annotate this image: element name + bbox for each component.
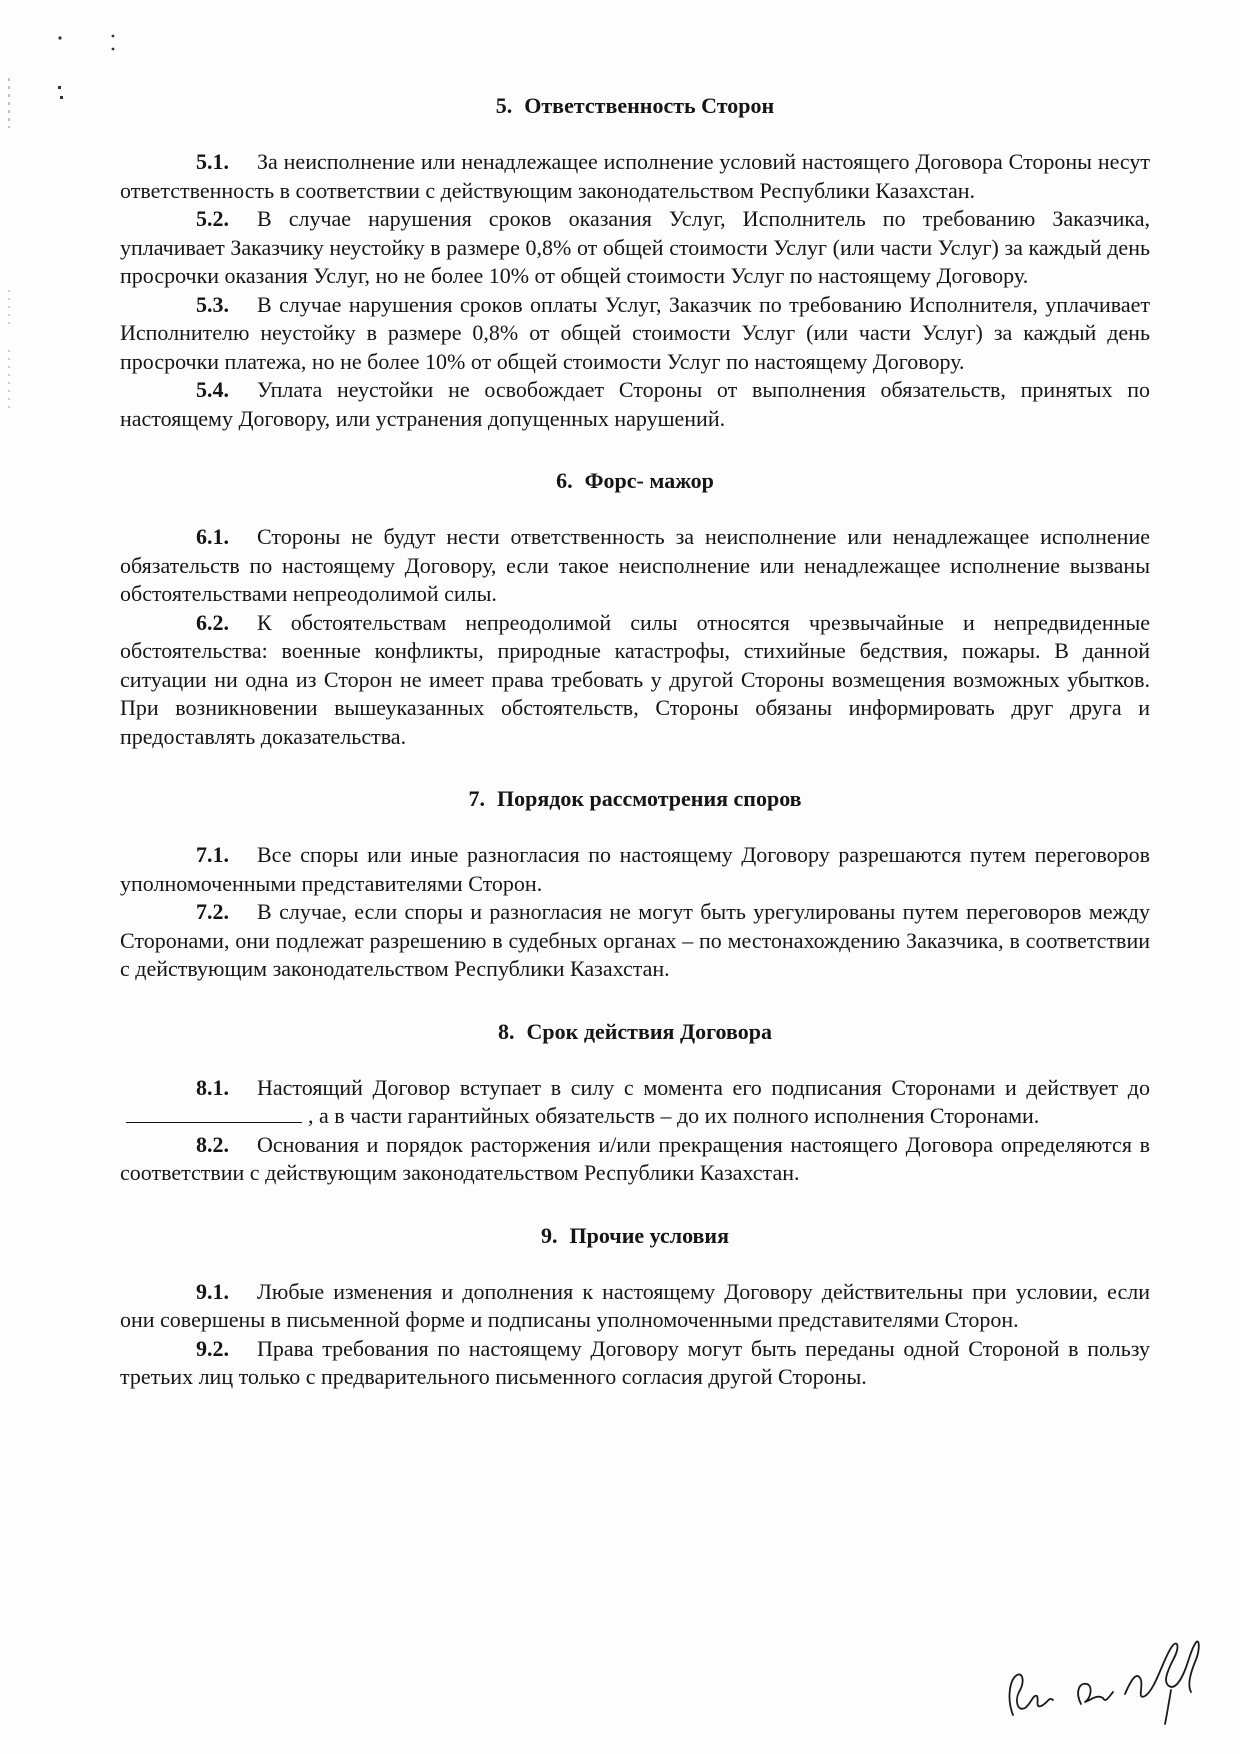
clause-7-1 [120,841,1150,898]
section-heading: Прочие условия [569,1222,729,1248]
section-title [120,1018,1150,1046]
clause-text: В случае нарушения сроков оплаты Услуг, Заказчик по требованию Исполнителя, уплачивает Исполнителю неустойку в размере 0,8% от общей стоимости Услуг (или части Услуг) за каждый день просрочки платежа, но не более 10% от общей стоимости Услуг по настоящему Договору. [120,291,1150,374]
clause-6-1 [120,523,1150,609]
handwritten-signature [995,1620,1220,1730]
section-number: 8. [498,1018,515,1044]
document-body [120,92,1150,1392]
clause-text: Права требования по настоящему Договору могут быть переданы одной Стороной в пользу третьих лиц только с предварительного письменного согласия другой Стороны. [120,1335,1150,1389]
section-5 [120,92,1150,433]
section-6 [120,467,1150,751]
clause-6-2 [120,609,1150,752]
clause-number: 5.2. [196,206,229,231]
clause-7-2 [120,898,1150,984]
clause-text: Любые изменения и дополнения к настоящему Договору действительны при условии, если они совершены в письменной форме и подписаны уполномоченными представителями Сторон. [120,1278,1150,1332]
clause-5-2 [120,205,1150,291]
clause-text: Стороны не будут нести ответственность за неисполнение или ненадлежащее исполнение обязательств по настоящему Договору, если такое неисполнение или ненадлежащее исполнение вызваны обстоятельствами непреодолимой силы. [120,524,1150,606]
clause-5-3 [120,291,1150,377]
section-heading: Порядок рассмотрения споров [496,786,802,811]
date-blank-line [126,1104,302,1123]
clause-text: Основания и порядок расторжения и/или прекращения настоящего Договора определяются в соответствии с действующим законодательством Республики Казахстан. [120,1131,1150,1185]
clause-number: 7.2. [196,899,229,924]
clause-number: 5.1. [196,149,229,174]
clause-9-1 [120,1278,1150,1335]
section-heading: Срок действия Договора [526,1018,772,1044]
section-number: 5. [495,93,513,118]
clause-number: 8.2. [196,1131,229,1157]
clause-number: 8.1. [196,1074,229,1100]
section-title [120,92,1150,120]
section-7 [120,785,1150,984]
section-heading: Форс- мажор [584,468,714,493]
clause-text: В случае, если споры и разногласия не могут быть урегулированы путем переговоров между Сторонами, они подлежат разрешению в судебных органах – по местонахождению Заказчика, в соответствии с действующим законодательством Республики Казахстан. [120,899,1150,981]
section-9 [120,1222,1150,1392]
section-title [120,467,1150,495]
clause-text: , а в части гарантийных обязательств – до их полного исполнения Сторонами. [308,1103,1040,1128]
clause-5-1 [120,148,1150,205]
clause-text: Настоящий Договор вступает в силу с момента его подписания Сторонами и действует до [257,1074,1150,1100]
clause-number: 6.2. [196,609,229,635]
clause-5-4 [120,376,1150,433]
clause-text: За неисполнение или ненадлежащее исполнение условий настоящего Договора Стороны несут ответственность в соответствии с действующим законодательством Республики Казахстан. [120,149,1150,203]
section-number: 9. [541,1222,558,1248]
section-8 [120,1018,1150,1188]
section-number: 6. [556,468,573,493]
clause-number: 6.1. [196,524,229,549]
clause-number: 9.1. [196,1278,229,1304]
clause-8-2 [120,1131,1150,1188]
section-heading: Ответственность Сторон [524,93,775,118]
clause-text: Уплата неустойки не освобождает Стороны от выполнения обязательств, принятых по настоящему Договору, или устранения допущенных нарушений. [120,377,1150,431]
section-title [120,1222,1150,1250]
clause-text: В случае нарушения сроков оказания Услуг, Исполнитель по требованию Заказчика, уплачивает Заказчику неустойку в размере 0,8% от общей стоимости Услуг (или части Услуг) за каждый день просрочки оказания Услуг, но не более 10% от общей стоимости Услуг по настоящему Договору. [120,206,1150,288]
section-title [120,785,1150,813]
clause-text: Все споры или иные разногласия по настоящему Договору разрешаются путем переговоров уполномоченными представителями Сторон. [120,842,1150,896]
clause-number: 7.1. [196,842,229,867]
clause-number: 5.4. [196,377,229,402]
clause-number: 5.3. [196,291,229,317]
section-number: 7. [468,786,485,811]
clause-9-2 [120,1335,1150,1392]
clause-8-1 [120,1074,1150,1131]
clause-number: 9.2. [196,1335,229,1361]
clause-text: К обстоятельствам непреодолимой силы относятся чрезвычайные и непредвиденные обстоятельства: военные конфликты, природные катастрофы, стихийные бедствия, пожары. В данной ситуации ни одна из Сторон не имеет права требовать у другой Стороны возмещения возможных убытков. При возникновении вышеуказанных обстоятельств, Стороны обязаны информировать друг друга и предоставлять доказательства. [120,609,1150,749]
